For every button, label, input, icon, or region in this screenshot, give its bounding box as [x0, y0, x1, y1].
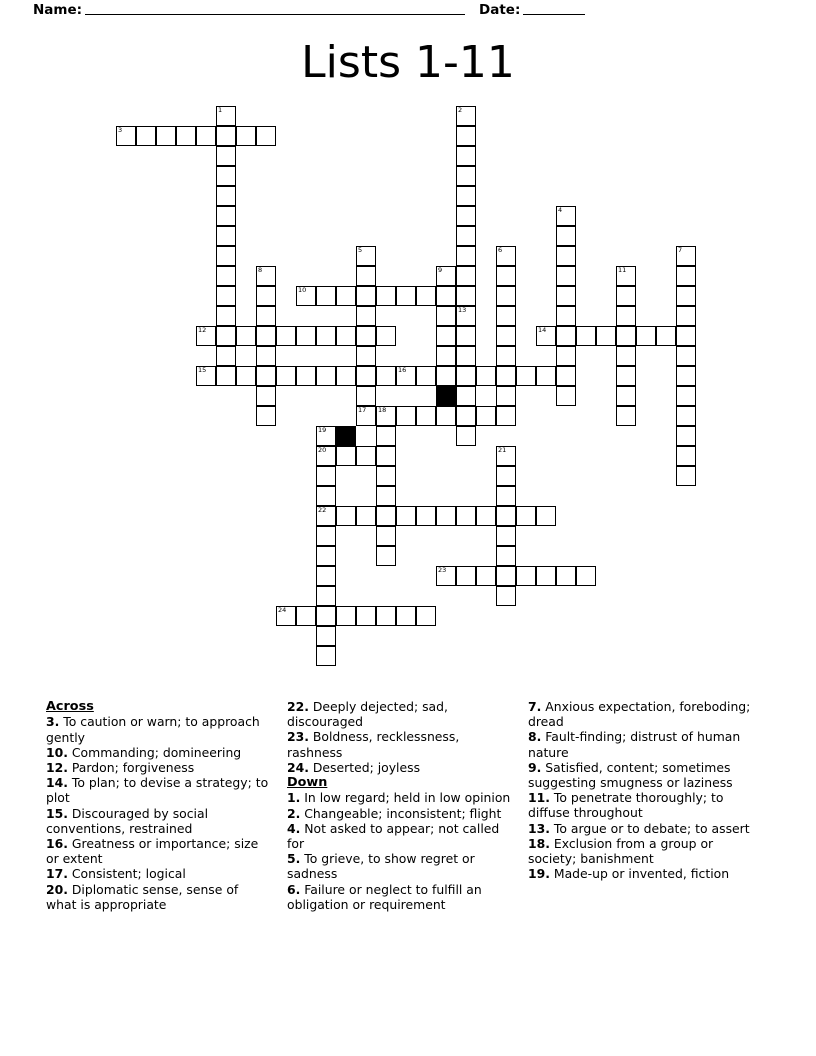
crossword-cell[interactable] — [556, 346, 576, 366]
clue-text: Deserted; joyless — [308, 759, 421, 775]
crossword-cell[interactable] — [456, 246, 476, 266]
crossword-cell[interactable] — [336, 326, 356, 346]
crossword-cell[interactable] — [216, 286, 236, 306]
crossword-cell[interactable] — [116, 126, 136, 146]
crossword-cell-number: 10 — [298, 286, 307, 294]
crossword-cell[interactable] — [516, 566, 536, 586]
clue-text: Pardon; forgiveness — [67, 760, 195, 776]
crossword-cell[interactable] — [676, 306, 696, 326]
crossword-cell[interactable] — [676, 326, 696, 346]
crossword-cell[interactable] — [356, 446, 376, 466]
crossword-cell[interactable] — [216, 306, 236, 326]
crossword-cell[interactable] — [316, 566, 336, 586]
clue-number: 10. — [46, 744, 68, 760]
crossword-cell-number: 22 — [318, 506, 327, 514]
crossword-cell[interactable] — [196, 366, 216, 386]
crossword-cell[interactable] — [436, 366, 456, 386]
crossword-cell[interactable] — [216, 106, 236, 126]
crossword-cell[interactable] — [496, 486, 516, 506]
crossword-cell[interactable] — [356, 306, 376, 326]
clue-number: 6. — [287, 881, 301, 897]
crossword-cell[interactable] — [616, 386, 636, 406]
crossword-cell[interactable] — [456, 306, 476, 326]
crossword-cell-number: 12 — [198, 326, 207, 334]
crossword-cell[interactable] — [496, 326, 516, 346]
across-clue — [46, 866, 271, 881]
crossword-cell[interactable] — [576, 566, 596, 586]
crossword-cell[interactable] — [616, 366, 636, 386]
clue-number: 5. — [287, 851, 301, 867]
crossword-cell-number: 18 — [378, 406, 387, 414]
crossword-cell[interactable] — [416, 366, 436, 386]
clue-number: 7. — [528, 699, 542, 714]
crossword-cell[interactable] — [456, 266, 476, 286]
across-clue — [46, 714, 271, 744]
crossword-cell[interactable] — [496, 586, 516, 606]
crossword-cell[interactable] — [316, 366, 336, 386]
crossword-cell[interactable] — [356, 246, 376, 266]
crossword-cell[interactable] — [316, 466, 336, 486]
clue-text: Fault-finding; distrust of human nature — [528, 729, 741, 760]
clue-number: 8. — [528, 729, 542, 745]
clue-text: Satisfied, content; sometimes suggesting smugness or laziness — [528, 759, 733, 791]
crossword-cell[interactable] — [676, 266, 696, 286]
down-clue — [287, 790, 512, 805]
crossword-cell[interactable] — [616, 326, 636, 346]
crossword-cell[interactable] — [216, 186, 236, 206]
crossword-cell[interactable] — [476, 406, 496, 426]
crossword-cell[interactable] — [556, 366, 576, 386]
crossword-cell[interactable] — [376, 406, 396, 426]
clue-text: Failure or neglect to fulfill an obligation or requirement — [287, 881, 482, 912]
crossword-cell[interactable] — [156, 126, 176, 146]
crossword-block-cell — [436, 386, 456, 406]
crossword-cell-number: 7 — [678, 246, 683, 254]
crossword-cell[interactable] — [456, 206, 476, 226]
clue-number: 1. — [287, 790, 301, 806]
clue-text: Diplomatic sense, sense of what is appropriate — [46, 881, 239, 912]
crossword-cell[interactable] — [496, 366, 516, 386]
clue-number: 23. — [287, 729, 309, 745]
crossword-cell[interactable] — [516, 366, 536, 386]
crossword-cell-number: 15 — [198, 366, 207, 374]
crossword-cell[interactable] — [216, 206, 236, 226]
across-clue — [287, 699, 512, 729]
crossword-cell[interactable] — [536, 566, 556, 586]
crossword-cell-number: 16 — [398, 366, 407, 374]
crossword-cell[interactable] — [316, 586, 336, 606]
page-title: Lists 1-11 — [301, 37, 515, 88]
crossword-cell[interactable] — [416, 286, 436, 306]
crossword-cell[interactable] — [496, 446, 516, 466]
crossword-cell[interactable] — [276, 326, 296, 346]
crossword-cell[interactable] — [416, 406, 436, 426]
crossword-cell[interactable] — [436, 306, 456, 326]
crossword-cell[interactable] — [316, 326, 336, 346]
crossword-cell[interactable] — [376, 286, 396, 306]
down-clue — [528, 760, 753, 790]
crossword-cell[interactable] — [356, 606, 376, 626]
crossword-cell[interactable] — [216, 326, 236, 346]
across-clue — [46, 745, 271, 760]
crossword-cell[interactable] — [356, 286, 376, 306]
clue-text: Consistent; logical — [67, 866, 186, 882]
crossword-cell[interactable] — [316, 486, 336, 506]
crossword-cell[interactable] — [676, 426, 696, 446]
crossword-cell[interactable] — [216, 266, 236, 286]
crossword-cell[interactable] — [616, 286, 636, 306]
crossword-cell[interactable] — [456, 326, 476, 346]
clue-text: Boldness, recklessness, rashness — [287, 729, 460, 760]
clue-number: 2. — [287, 805, 301, 821]
down-clue — [287, 821, 512, 851]
crossword-cell[interactable] — [436, 326, 456, 346]
crossword-cell[interactable] — [196, 126, 216, 146]
crossword-cell[interactable] — [616, 306, 636, 326]
crossword-cell[interactable] — [296, 286, 316, 306]
crossword-cell[interactable] — [356, 346, 376, 366]
crossword-cell[interactable] — [456, 226, 476, 246]
crossword-cell[interactable] — [436, 506, 456, 526]
clue-column-2 — [287, 699, 528, 912]
crossword-cell[interactable] — [456, 406, 476, 426]
clue-number: 22. — [287, 699, 309, 714]
clue-text: Greatness or importance; size or extent — [46, 836, 259, 867]
crossword-cell[interactable] — [436, 266, 456, 286]
crossword-cell[interactable] — [616, 406, 636, 426]
crossword-cell[interactable] — [176, 126, 196, 146]
clue-number: 9. — [528, 759, 542, 775]
crossword-cell[interactable] — [376, 506, 396, 526]
crossword-cell[interactable] — [496, 306, 516, 326]
crossword-cell[interactable] — [676, 386, 696, 406]
crossword-cell[interactable] — [576, 326, 596, 346]
crossword-cell[interactable] — [496, 506, 516, 526]
crossword-cell[interactable] — [276, 606, 296, 626]
crossword-cell[interactable] — [296, 326, 316, 346]
crossword-cell[interactable] — [616, 346, 636, 366]
crossword-cell[interactable] — [496, 466, 516, 486]
crossword-cell[interactable] — [556, 226, 576, 246]
across-clue — [46, 760, 271, 775]
crossword-cell[interactable] — [296, 366, 316, 386]
crossword-cell[interactable] — [376, 426, 396, 446]
clue-text: To plan; to devise a strategy; to plot — [46, 775, 269, 806]
crossword-block-cell — [336, 426, 356, 446]
crossword-cell[interactable] — [456, 286, 476, 306]
crossword-cell[interactable] — [256, 306, 276, 326]
crossword-cell[interactable] — [476, 566, 496, 586]
crossword-cell[interactable] — [376, 326, 396, 346]
crossword-cell[interactable] — [356, 266, 376, 286]
crossword-cell[interactable] — [216, 246, 236, 266]
clue-column-1 — [46, 699, 287, 912]
crossword-cell[interactable] — [396, 406, 416, 426]
clue-column-3 — [528, 699, 769, 881]
crossword-cell[interactable] — [336, 366, 356, 386]
clue-text: Made-up or invented, fiction — [549, 866, 730, 882]
crossword-cell-number: 11 — [618, 266, 627, 274]
clue-text: To argue or to debate; to assert — [549, 820, 750, 836]
crossword-cell-number: 17 — [358, 406, 367, 414]
date-write-line[interactable] — [523, 2, 585, 15]
crossword-cell[interactable] — [376, 546, 396, 566]
crossword-cell[interactable] — [316, 546, 336, 566]
down-clue — [287, 851, 512, 881]
crossword-cell[interactable] — [456, 186, 476, 206]
crossword-cell[interactable] — [336, 286, 356, 306]
crossword-cell[interactable] — [436, 566, 456, 586]
crossword-cell[interactable] — [496, 566, 516, 586]
crossword-cell-number: 14 — [538, 326, 547, 334]
crossword-cell[interactable] — [536, 326, 556, 346]
down-clue — [287, 882, 512, 912]
crossword-cell[interactable] — [496, 526, 516, 546]
name-label: Name: — [33, 2, 83, 18]
crossword-cell[interactable] — [256, 386, 276, 406]
crossword-cell[interactable] — [256, 406, 276, 426]
crossword-cell[interactable] — [276, 366, 296, 386]
crossword-cell[interactable] — [436, 346, 456, 366]
crossword-cell[interactable] — [456, 366, 476, 386]
crossword-cell[interactable] — [316, 526, 336, 546]
crossword-cell[interactable] — [496, 286, 516, 306]
down-clue — [528, 790, 753, 820]
crossword-cell[interactable] — [456, 386, 476, 406]
clue-text: Anxious expectation, foreboding; dread — [528, 699, 751, 730]
clue-number: 19. — [528, 866, 550, 882]
crossword-cell[interactable] — [496, 386, 516, 406]
crossword-cell[interactable] — [396, 286, 416, 306]
crossword-cell-number: 24 — [278, 606, 287, 614]
crossword-cell-number: 2 — [458, 106, 463, 114]
crossword-cell[interactable] — [556, 246, 576, 266]
crossword-cell[interactable] — [376, 486, 396, 506]
crossword-cell[interactable] — [496, 346, 516, 366]
down-clue — [528, 866, 753, 881]
crossword-cell[interactable] — [336, 506, 356, 526]
crossword-cell[interactable] — [556, 326, 576, 346]
crossword-cell-number: 4 — [558, 206, 563, 214]
crossword-cell[interactable] — [216, 146, 236, 166]
crossword-cell[interactable] — [476, 366, 496, 386]
crossword-cell-number: 3 — [118, 126, 123, 134]
crossword-cell[interactable] — [316, 426, 336, 446]
across-clue — [46, 806, 271, 836]
clue-text: To caution or warn; to approach gently — [46, 714, 260, 745]
crossword-cell[interactable] — [556, 206, 576, 226]
crossword-cell[interactable] — [376, 466, 396, 486]
crossword-cell[interactable] — [376, 606, 396, 626]
crossword-cell[interactable] — [336, 446, 356, 466]
crossword-cell[interactable] — [636, 326, 656, 346]
crossword-cell[interactable] — [656, 326, 676, 346]
clue-text: To grieve, to show regret or sadness — [287, 851, 475, 882]
clue-text: Discouraged by social conventions, restrained — [46, 805, 209, 836]
crossword-cell[interactable] — [516, 506, 536, 526]
crossword-cell[interactable] — [676, 246, 696, 266]
crossword-cell-number: 5 — [358, 246, 363, 254]
crossword-cell-number: 1 — [218, 106, 223, 114]
crossword-cell[interactable] — [256, 126, 276, 146]
crossword-cell[interactable] — [456, 106, 476, 126]
down-clue — [528, 729, 753, 759]
crossword-cell[interactable] — [316, 286, 336, 306]
crossword-cell[interactable] — [676, 346, 696, 366]
down-clue — [528, 699, 753, 729]
crossword-cell[interactable] — [316, 646, 336, 666]
crossword-cell[interactable] — [416, 506, 436, 526]
clue-number: 14. — [46, 775, 68, 791]
crossword-cell[interactable] — [456, 126, 476, 146]
crossword-cell-number: 13 — [458, 306, 467, 314]
across-clue — [46, 836, 271, 866]
crossword-cell[interactable] — [456, 506, 476, 526]
crossword-cell[interactable] — [296, 606, 316, 626]
crossword-cell[interactable] — [496, 246, 516, 266]
clue-number: 3. — [46, 714, 60, 730]
crossword-cell[interactable] — [436, 286, 456, 306]
crossword-cell[interactable] — [496, 406, 516, 426]
crossword-cell[interactable] — [356, 366, 376, 386]
crossword-cell[interactable] — [216, 126, 236, 146]
crossword-cell[interactable] — [256, 366, 276, 386]
crossword-cell[interactable] — [236, 326, 256, 346]
clue-number: 20. — [46, 881, 68, 897]
crossword-cell[interactable] — [216, 166, 236, 186]
crossword-cell[interactable] — [476, 506, 496, 526]
crossword-cell[interactable] — [376, 526, 396, 546]
crossword-cell[interactable] — [136, 126, 156, 146]
across-clue — [46, 882, 271, 912]
crossword-cell[interactable] — [676, 446, 696, 466]
crossword-cell[interactable] — [456, 566, 476, 586]
crossword-cell[interactable] — [456, 426, 476, 446]
clue-number: 15. — [46, 805, 68, 821]
clue-text: Not asked to appear; not called for — [287, 820, 500, 852]
crossword-cell[interactable] — [256, 266, 276, 286]
crossword-cell[interactable] — [376, 366, 396, 386]
crossword-cell[interactable] — [556, 306, 576, 326]
down-clue — [528, 836, 753, 866]
crossword-cell[interactable] — [536, 366, 556, 386]
crossword-cell[interactable] — [316, 446, 336, 466]
clue-number: 17. — [46, 866, 68, 882]
clue-text: Commanding; domineering — [67, 744, 242, 760]
clue-number: 4. — [287, 820, 301, 836]
across-clue — [287, 760, 512, 775]
crossword-cell[interactable] — [396, 606, 416, 626]
clue-number: 11. — [528, 790, 550, 806]
crossword-cell[interactable] — [376, 446, 396, 466]
down-heading: Down — [287, 775, 328, 791]
crossword-cell[interactable] — [356, 406, 376, 426]
crossword-cell[interactable] — [556, 266, 576, 286]
crossword-cell[interactable] — [676, 466, 696, 486]
clue-number: 18. — [528, 835, 550, 851]
crossword-cell[interactable] — [456, 346, 476, 366]
crossword-cell-number: 9 — [438, 266, 443, 274]
crossword-cell[interactable] — [316, 626, 336, 646]
crossword-cell-number: 19 — [318, 426, 327, 434]
worksheet-header — [0, 0, 816, 30]
crossword-cell[interactable] — [316, 606, 336, 626]
crossword-cell[interactable] — [676, 366, 696, 386]
crossword-cell[interactable] — [536, 506, 556, 526]
down-clue — [287, 806, 512, 821]
clue-number: 12. — [46, 760, 68, 776]
crossword-cell-number: 6 — [498, 246, 503, 254]
crossword-cell-number: 20 — [318, 446, 327, 454]
crossword-cell-number: 21 — [498, 446, 507, 454]
crossword-cell[interactable] — [356, 326, 376, 346]
crossword-cell[interactable] — [256, 286, 276, 306]
crossword-cell[interactable] — [336, 606, 356, 626]
clue-text: In low regard; held in low opinion — [300, 790, 511, 806]
down-clue — [528, 821, 753, 836]
crossword-cell[interactable] — [456, 146, 476, 166]
clue-text: Deeply dejected; sad, discouraged — [287, 699, 448, 730]
crossword-cell[interactable] — [676, 406, 696, 426]
crossword-cell[interactable] — [436, 406, 456, 426]
crossword-cell[interactable] — [216, 346, 236, 366]
across-heading: Across — [46, 699, 94, 714]
crossword-cell[interactable] — [556, 286, 576, 306]
crossword-cell[interactable] — [556, 386, 576, 406]
clue-text: To penetrate thoroughly; to diffuse throughout — [528, 790, 724, 821]
crossword-cell[interactable] — [356, 386, 376, 406]
crossword-cell[interactable] — [256, 346, 276, 366]
crossword-cell[interactable] — [496, 266, 516, 286]
crossword-grid — [116, 106, 716, 666]
crossword-cell[interactable] — [676, 286, 696, 306]
crossword-cell[interactable] — [216, 366, 236, 386]
clues-section — [46, 699, 770, 912]
crossword-cell[interactable] — [396, 506, 416, 526]
across-clue — [46, 775, 271, 805]
crossword-cell[interactable] — [496, 546, 516, 566]
crossword-cell[interactable] — [596, 326, 616, 346]
crossword-cell[interactable] — [556, 566, 576, 586]
clue-number: 16. — [46, 836, 68, 852]
crossword-cell[interactable] — [256, 326, 276, 346]
date-label: Date: — [479, 2, 521, 18]
name-write-line[interactable] — [85, 2, 465, 15]
crossword-cell[interactable] — [196, 326, 216, 346]
crossword-cell-number: 8 — [258, 266, 263, 274]
crossword-cell[interactable] — [356, 506, 376, 526]
clue-number: 24. — [287, 759, 309, 775]
crossword-cell[interactable] — [396, 366, 416, 386]
crossword-cell[interactable] — [236, 126, 256, 146]
crossword-cell[interactable] — [316, 506, 336, 526]
crossword-cell[interactable] — [416, 606, 436, 626]
crossword-cell-number: 23 — [438, 566, 447, 574]
clue-text: Exclusion from a group or society; banishment — [528, 835, 714, 867]
crossword-cell[interactable] — [616, 266, 636, 286]
crossword-cell[interactable] — [216, 226, 236, 246]
clue-number: 13. — [528, 820, 550, 836]
clue-text: Changeable; inconsistent; flight — [300, 805, 502, 821]
crossword-cell[interactable] — [236, 366, 256, 386]
across-clue — [287, 729, 512, 759]
crossword-cell[interactable] — [456, 166, 476, 186]
